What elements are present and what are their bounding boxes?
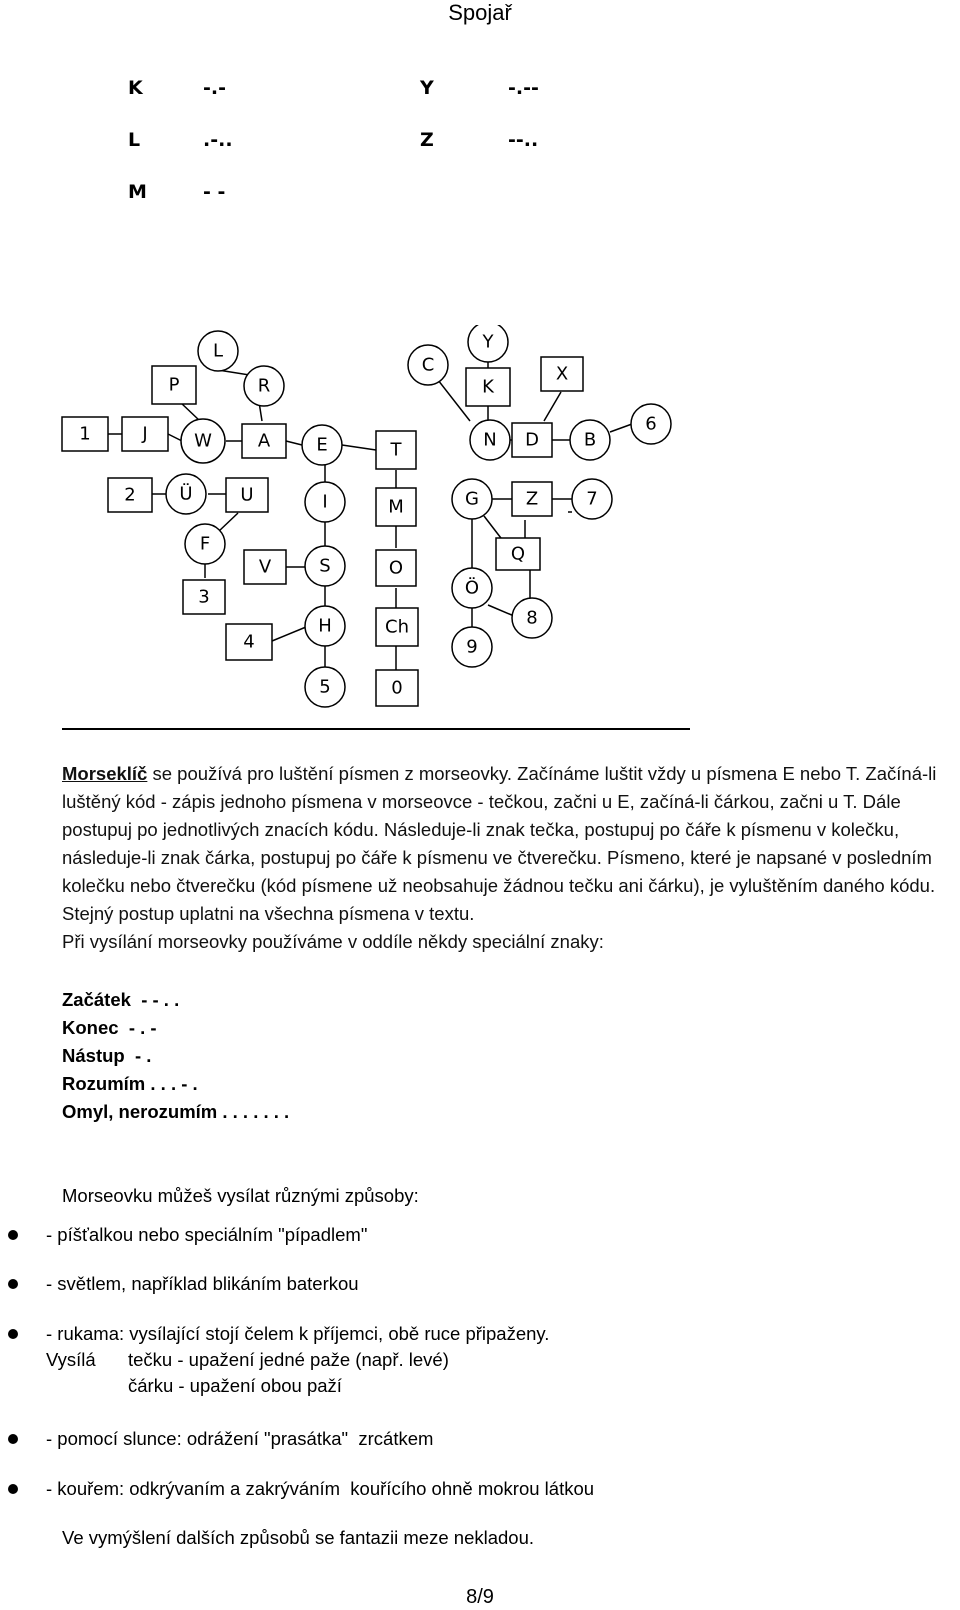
divider — [62, 728, 690, 730]
description — [62, 760, 942, 956]
node-u-umlaut: Ü — [179, 483, 193, 505]
special-sign — [62, 1098, 289, 1126]
node-v: V — [258, 556, 272, 578]
special-sign-code: - . — [134, 1045, 152, 1066]
special-sign-name: Rozumím — [62, 1073, 146, 1094]
special-sign-code: - . - — [128, 1017, 157, 1038]
bullet-icon — [8, 1329, 18, 1339]
node-a: A — [257, 430, 271, 452]
morse-code: - - — [203, 181, 226, 203]
bullet-icon — [8, 1434, 18, 1444]
morse-letter: K — [128, 77, 143, 99]
node-6: 6 — [645, 413, 657, 435]
node-g: G — [465, 488, 479, 510]
way-item: - pomocí slunce: odrážení "prasátka" zrcátkem — [46, 1428, 434, 1449]
description-text: se používá pro luštění písmen z morseovky. Začínáme luštit vždy u písmena E nebo T. Začíná-li luštěný kód - zápis jednoho písmena v morseovce - tečkou, začni u E, začíná-li čárkou, začni u T. Dále postupuj po jednotlivých znacích kódu. Následuje-li znak tečka, postupuj po čáře k písmenu v kolečku, následuje-li znak čárka, postupuj po čáře k písmenu ve čtverečku. Písmeno, které je napsané v posledním kolečku nebo čtverečku (kód písmene už neobsahuje žádnou tečku ani čárku), je vyluštěním daného kódu. Stejný postup uplatni na všechna písmena v textu. — [62, 763, 937, 924]
morse-code: -.- — [203, 77, 226, 99]
special-sign — [62, 1070, 289, 1098]
special-sign-code: . . . - . — [150, 1073, 198, 1094]
dash-nodes — [62, 354, 583, 706]
ways-footer: Ve vymýšlení dalších způsobů se fantazii meze nekladou. — [62, 1527, 535, 1548]
special-sign-name: Konec — [62, 1017, 119, 1038]
page-number: 8/9 — [466, 1586, 494, 1608]
node-8: 8 — [526, 607, 538, 629]
special-sign-name: Začátek — [62, 989, 131, 1010]
morse-code: -.-- — [508, 77, 539, 99]
node-n: N — [483, 429, 497, 451]
morse-code: .-.. — [203, 129, 233, 151]
node-4: 4 — [243, 631, 255, 653]
special-sign-name: Omyl, nerozumím — [62, 1101, 218, 1122]
morse-letter: Y — [420, 77, 434, 99]
node-u: U — [240, 484, 254, 506]
node-f: F — [199, 533, 211, 555]
node-i: I — [322, 491, 328, 513]
way-item: - píšťalkou nebo speciálním "pípadlem" — [46, 1224, 368, 1245]
special-sign — [62, 986, 289, 1014]
node-o: O — [388, 557, 404, 579]
node-j: J — [142, 423, 148, 445]
morse-key-tree — [0, 325, 960, 725]
node-h: H — [318, 615, 332, 637]
special-signs — [62, 986, 289, 1126]
node-1: 1 — [79, 423, 91, 445]
node-0: 0 — [391, 677, 403, 699]
node-x: X — [555, 363, 569, 385]
node-7: 7 — [586, 488, 598, 510]
node-3: 3 — [198, 586, 210, 608]
description-paragraph — [62, 760, 942, 928]
way-sub-label: Vysílá — [46, 1349, 96, 1370]
node-z: Z — [525, 488, 539, 510]
node-9: 9 — [466, 636, 478, 658]
description-keyword: Morseklíč — [62, 763, 148, 784]
way-item: - rukama: vysílající stojí čelem k příjemci, obě ruce připaženy. — [46, 1323, 550, 1344]
ways-title: Morseovku můžeš vysílat různými způsoby: — [62, 1185, 419, 1206]
way-item: - kouřem: odkrývaním a zakrýváním kouřícího ohně mokrou látkou — [46, 1478, 595, 1499]
node-w: W — [194, 430, 212, 452]
special-sign — [62, 1042, 289, 1070]
way-sub-dot: tečku - upažení jedné paže (např. levé) — [128, 1349, 449, 1370]
special-sign-code: . . . . . . . — [222, 1101, 290, 1122]
node-l: L — [212, 340, 224, 362]
way-item: - světlem, například blikáním baterkou — [46, 1273, 359, 1294]
node-y: Y — [482, 331, 494, 353]
way-sub-dash: čárku - upažení obou paží — [128, 1375, 342, 1396]
special-intro: Při vysílání morseovky používáme v oddíle někdy speciální znaky: — [62, 931, 604, 952]
special-sign — [62, 1014, 289, 1042]
bullet-icon — [8, 1279, 18, 1289]
special-sign-code: - - . . — [141, 989, 180, 1010]
bullet-icon — [8, 1230, 18, 1240]
node-ch: Ch — [385, 616, 409, 638]
morse-code: --.. — [508, 129, 539, 151]
node-p: P — [168, 374, 180, 396]
node-s: S — [319, 555, 331, 577]
node-2: 2 — [124, 484, 136, 506]
bullet-icon — [8, 1484, 18, 1494]
node-b: B — [583, 429, 597, 451]
page-title: Spojař — [448, 0, 512, 25]
special-sign-name: Nástup — [62, 1045, 125, 1066]
node-d: D — [525, 429, 539, 451]
node-5: 5 — [319, 676, 331, 698]
node-e: E — [316, 434, 328, 456]
node-q: Q — [510, 543, 526, 565]
node-m: M — [388, 496, 404, 518]
morse-letter: M — [128, 181, 147, 203]
node-t: T — [390, 439, 402, 461]
node-r: R — [257, 375, 271, 397]
morse-letter: L — [128, 129, 141, 151]
node-k: K — [482, 376, 494, 398]
morse-letter: Z — [420, 129, 434, 151]
node-o-umlaut: Ö — [464, 577, 480, 599]
node-c: C — [421, 354, 435, 376]
